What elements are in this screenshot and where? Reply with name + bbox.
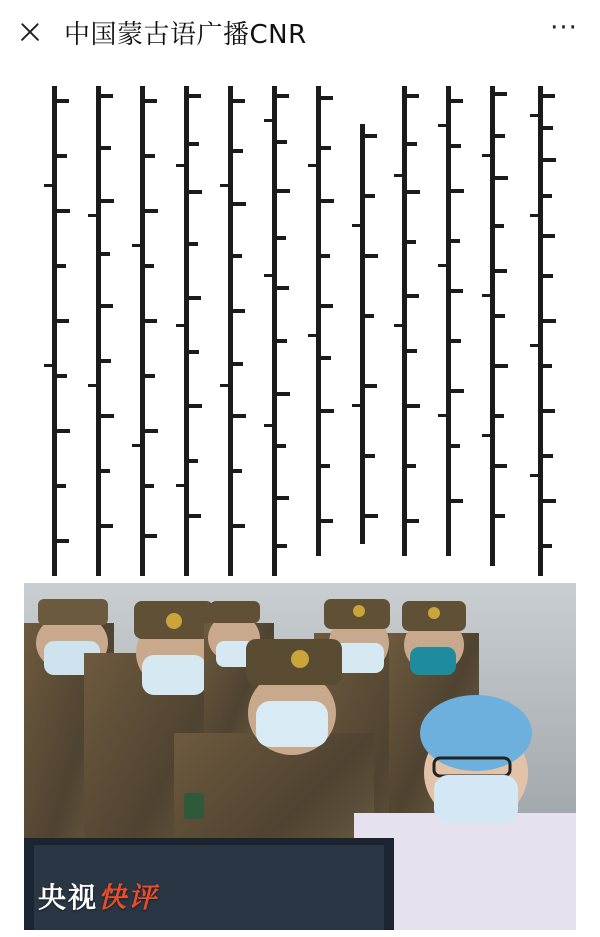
cctv-watermark (38, 876, 158, 916)
mongolian-vertical-text (0, 64, 600, 580)
watermark-accent: 快评 (98, 881, 159, 914)
watermark-prefix: 央视 (38, 881, 99, 914)
more-options-icon[interactable]: ··· (550, 13, 578, 43)
page-title: 中国蒙古语广播CNR (64, 20, 307, 50)
close-icon[interactable] (14, 16, 46, 48)
mongolian-article-text (0, 64, 600, 580)
news-photo (24, 583, 576, 930)
top-bar (0, 0, 600, 65)
